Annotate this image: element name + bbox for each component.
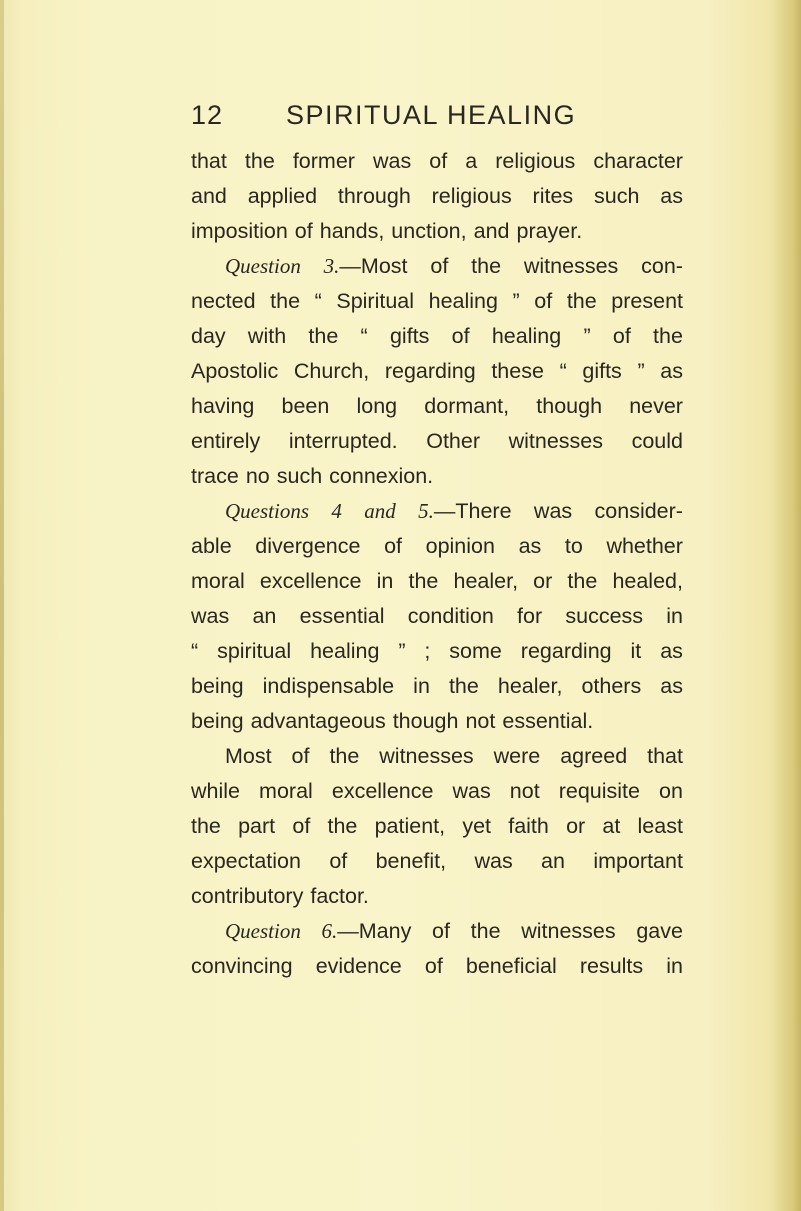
word: being xyxy=(191,709,244,733)
word: that xyxy=(647,744,683,768)
word: at xyxy=(602,814,621,838)
word: of xyxy=(612,324,631,348)
word: 4 xyxy=(331,499,342,523)
word: as xyxy=(660,674,683,698)
word: was xyxy=(191,604,230,628)
word: Question xyxy=(225,919,301,943)
word: of xyxy=(424,954,443,978)
text-line xyxy=(191,214,683,249)
word: could xyxy=(631,429,683,453)
word: was xyxy=(474,849,513,873)
word: in xyxy=(376,569,394,593)
word: former xyxy=(292,149,355,173)
text-line xyxy=(191,634,683,669)
word: the xyxy=(653,324,683,348)
word: such xyxy=(276,464,323,488)
running-header xyxy=(191,100,691,140)
word: important xyxy=(593,849,683,873)
text-line xyxy=(191,844,683,879)
word: factor. xyxy=(310,884,369,908)
word: the xyxy=(567,569,598,593)
word: “ xyxy=(559,359,567,383)
word: ” xyxy=(583,324,591,348)
word: of xyxy=(451,324,470,348)
word: the xyxy=(448,674,479,698)
word: imposition xyxy=(191,219,288,243)
word: the xyxy=(566,289,597,313)
word: in xyxy=(666,604,683,628)
word: benefit, xyxy=(375,849,447,873)
word: long xyxy=(356,394,398,418)
text-line xyxy=(191,144,683,179)
word: indispensable xyxy=(262,674,395,698)
text-line xyxy=(191,529,683,564)
word: was xyxy=(452,779,491,803)
word: day xyxy=(191,324,226,348)
word: interrupted. xyxy=(288,429,398,453)
word: Question xyxy=(225,254,301,278)
text-line xyxy=(191,179,683,214)
word: gifts xyxy=(389,324,430,348)
word: ” xyxy=(637,359,645,383)
text-line xyxy=(191,914,683,949)
word: essential xyxy=(299,604,385,628)
word: or xyxy=(566,814,586,838)
word: some xyxy=(449,639,502,663)
text-line xyxy=(191,704,683,739)
word: expectation xyxy=(191,849,301,873)
word: of xyxy=(294,219,313,243)
word: moral xyxy=(259,779,313,803)
text-line xyxy=(191,424,683,459)
word: having xyxy=(191,394,255,418)
word: agreed xyxy=(560,744,628,768)
word: able xyxy=(191,534,232,558)
word: for xyxy=(517,604,543,628)
word: the xyxy=(244,149,275,173)
text-line xyxy=(191,249,683,284)
word: Questions xyxy=(225,499,309,523)
text-line xyxy=(191,284,683,319)
word: the xyxy=(270,289,301,313)
word: 5.—There xyxy=(418,499,512,523)
word: dormant, xyxy=(424,394,510,418)
word: religious xyxy=(431,184,512,208)
word: moral xyxy=(191,569,245,593)
word: and xyxy=(473,219,510,243)
text-line xyxy=(191,459,683,494)
word: and xyxy=(191,184,227,208)
text-line xyxy=(191,949,683,984)
word: of xyxy=(429,149,448,173)
word: hands, xyxy=(319,219,385,243)
word: healing xyxy=(310,639,380,663)
word: of xyxy=(292,814,311,838)
word: consider- xyxy=(594,499,683,523)
word: it xyxy=(630,639,642,663)
page-number: 12 xyxy=(191,100,224,130)
word: advantageous xyxy=(250,709,386,733)
word: others xyxy=(581,674,642,698)
word: these xyxy=(491,359,544,383)
word: of xyxy=(430,254,449,278)
word: 3.—Most xyxy=(323,254,408,278)
word: in xyxy=(413,674,430,698)
word: gifts xyxy=(582,359,622,383)
word: of xyxy=(432,919,450,943)
word: beneficial xyxy=(465,954,557,978)
word: the xyxy=(470,919,501,943)
word: though xyxy=(536,394,603,418)
word: witnesses xyxy=(508,429,603,453)
word: nected xyxy=(191,289,256,313)
word: witnesses xyxy=(379,744,474,768)
word: con- xyxy=(641,254,683,278)
word: not xyxy=(465,709,496,733)
word: being xyxy=(191,674,244,698)
word: religious xyxy=(495,149,576,173)
word: as xyxy=(518,534,542,558)
text-line xyxy=(191,494,683,529)
word: through xyxy=(337,184,411,208)
text-line xyxy=(191,774,683,809)
word: regarding xyxy=(520,639,612,663)
word: never xyxy=(629,394,683,418)
word: with xyxy=(247,324,287,348)
word: not xyxy=(509,779,540,803)
word: convincing xyxy=(191,954,293,978)
word: present xyxy=(611,289,683,313)
word: 6.—Many xyxy=(321,919,412,943)
word: character xyxy=(593,149,683,173)
word: an xyxy=(252,604,277,628)
word: least xyxy=(637,814,683,838)
word: Most xyxy=(225,744,272,768)
word: healing xyxy=(491,324,562,348)
text-line xyxy=(191,879,683,914)
word: entirely xyxy=(191,429,261,453)
word: no xyxy=(245,464,270,488)
word: the xyxy=(408,569,439,593)
running-title: SPIRITUAL HEALING xyxy=(286,100,577,130)
word: the xyxy=(329,744,360,768)
word: success xyxy=(565,604,644,628)
word: the xyxy=(308,324,339,348)
word: evidence xyxy=(315,954,402,978)
body-text xyxy=(191,144,683,984)
word: was xyxy=(533,499,573,523)
word: “ xyxy=(191,639,199,663)
word: excellence xyxy=(331,779,434,803)
word: of xyxy=(291,744,310,768)
text-line xyxy=(191,669,683,704)
word: healed, xyxy=(612,569,683,593)
word: were xyxy=(493,744,541,768)
word: or xyxy=(533,569,553,593)
word: yet xyxy=(462,814,492,838)
text-line xyxy=(191,564,683,599)
word: gave xyxy=(636,919,683,943)
word: an xyxy=(541,849,565,873)
word: of xyxy=(534,289,553,313)
word: part xyxy=(238,814,276,838)
word: divergence xyxy=(255,534,361,558)
word: ” xyxy=(398,639,406,663)
word: whether xyxy=(606,534,683,558)
word: prayer. xyxy=(516,219,583,243)
word: essential. xyxy=(502,709,594,733)
word: rites xyxy=(532,184,574,208)
word: to xyxy=(564,534,583,558)
word: applied xyxy=(247,184,318,208)
text-line xyxy=(191,319,683,354)
word: as xyxy=(660,359,683,383)
word: as xyxy=(660,184,683,208)
word: the xyxy=(191,814,221,838)
word: the xyxy=(471,254,502,278)
word: and xyxy=(364,499,396,523)
word: Apostolic xyxy=(191,359,279,383)
word: condition xyxy=(407,604,494,628)
text-line xyxy=(191,389,683,424)
word: “ xyxy=(360,324,368,348)
word: though xyxy=(392,709,459,733)
word: ” xyxy=(512,289,520,313)
word: witnesses xyxy=(521,919,616,943)
word: while xyxy=(191,779,240,803)
word: of xyxy=(329,849,348,873)
text-line xyxy=(191,354,683,389)
word: healing xyxy=(428,289,498,313)
word: spiritual xyxy=(217,639,292,663)
word: as xyxy=(660,639,683,663)
word: faith xyxy=(508,814,549,838)
word: healer, xyxy=(453,569,519,593)
word: of xyxy=(384,534,402,558)
word: connexion. xyxy=(329,464,434,488)
word: in xyxy=(666,954,683,978)
word: unction, xyxy=(391,219,467,243)
word: was xyxy=(372,149,412,173)
word: results xyxy=(579,954,644,978)
word: that xyxy=(191,149,227,173)
word: “ xyxy=(314,289,322,313)
word: opinion xyxy=(425,534,495,558)
word: trace xyxy=(191,464,239,488)
word: Spiritual xyxy=(336,289,415,313)
text-line xyxy=(191,599,683,634)
word: regarding xyxy=(384,359,476,383)
word: the xyxy=(327,814,358,838)
word: witnesses xyxy=(523,254,619,278)
word: a xyxy=(465,149,478,173)
word: Other xyxy=(426,429,481,453)
word: excellence xyxy=(259,569,362,593)
word: Church, xyxy=(293,359,370,383)
word: such xyxy=(593,184,640,208)
text-line xyxy=(191,739,683,774)
word: ; xyxy=(424,639,431,663)
word: requisite xyxy=(558,779,640,803)
text-line xyxy=(191,809,683,844)
word: on xyxy=(659,779,683,803)
word: contributory xyxy=(191,884,304,908)
word: patient, xyxy=(374,814,446,838)
word: been xyxy=(281,394,330,418)
word: healer, xyxy=(497,674,563,698)
